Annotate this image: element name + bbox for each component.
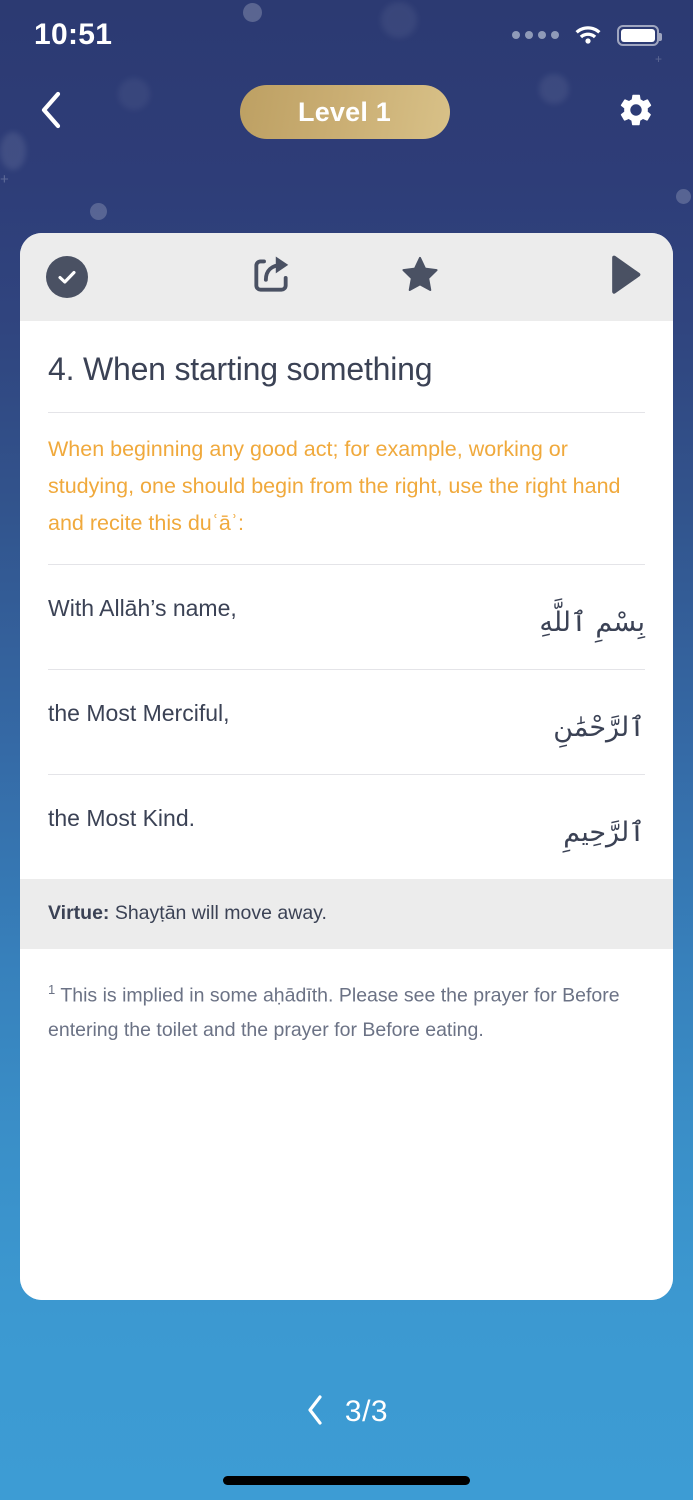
card-body bbox=[20, 321, 673, 1300]
footnote-marker: 1 bbox=[48, 982, 56, 997]
gear-icon bbox=[617, 91, 655, 134]
footnote-text: This is implied in some aḥādīth. Please see the prayer for Before entering the toilet and the prayer for Before eating. bbox=[48, 984, 620, 1041]
entry-title: 4. When starting something bbox=[48, 351, 433, 387]
previous-page-button[interactable] bbox=[305, 1394, 325, 1431]
dua-line-row bbox=[20, 775, 673, 879]
footnote bbox=[20, 949, 673, 1047]
settings-button[interactable] bbox=[611, 90, 655, 134]
back-button[interactable] bbox=[38, 90, 78, 134]
chevron-left-icon bbox=[38, 90, 64, 135]
dua-line-arabic: بِسْمِ ٱللَّهِ bbox=[539, 607, 645, 638]
pagination bbox=[0, 1388, 693, 1436]
bokeh-circle bbox=[676, 189, 691, 204]
play-icon bbox=[605, 253, 645, 302]
play-button[interactable] bbox=[495, 233, 673, 321]
signal-dots-icon bbox=[512, 31, 559, 39]
status-time: 10:51 bbox=[34, 18, 113, 51]
status-bar bbox=[0, 0, 693, 70]
check-circle-icon bbox=[46, 256, 88, 298]
level-label: Level 1 bbox=[298, 96, 391, 127]
dua-line-english: the Most Kind. bbox=[48, 805, 196, 831]
entry-description: When beginning any good act; for example, working or studying, one should begin from the right, use the right hand and recite this duʿāʾ: bbox=[48, 437, 621, 535]
dua-line-row bbox=[20, 565, 673, 669]
dua-line-arabic: ٱلرَّحْمَٰنِ bbox=[553, 712, 645, 743]
virtue-text: Shayṭān will move away. bbox=[114, 902, 327, 924]
star-icon bbox=[399, 254, 441, 301]
card-toolbar bbox=[20, 233, 673, 321]
dua-line-english: the Most Merciful, bbox=[48, 700, 230, 726]
favorite-button[interactable] bbox=[346, 233, 496, 321]
content-card bbox=[20, 233, 673, 1300]
status-indicators bbox=[512, 22, 659, 49]
sparkle-icon: + bbox=[655, 52, 663, 66]
wifi-icon bbox=[573, 22, 603, 49]
page-position: 3/3 bbox=[344, 1395, 389, 1428]
virtue-label: Virtue: bbox=[48, 902, 110, 924]
share-icon bbox=[249, 253, 293, 302]
battery-full-icon bbox=[617, 25, 659, 46]
virtue-band bbox=[20, 879, 673, 949]
home-indicator bbox=[223, 1476, 470, 1485]
sparkle-icon: + bbox=[0, 171, 9, 188]
dua-line-english: With Allāh’s name, bbox=[48, 595, 237, 621]
share-button[interactable] bbox=[196, 233, 346, 321]
bokeh-circle bbox=[90, 203, 107, 220]
mark-read-button[interactable] bbox=[20, 233, 196, 321]
nav-bar bbox=[0, 80, 693, 144]
level-badge[interactable] bbox=[240, 85, 450, 139]
dua-line-arabic: ٱلرَّحِيمِ bbox=[563, 817, 645, 848]
dua-line-row bbox=[20, 670, 673, 774]
